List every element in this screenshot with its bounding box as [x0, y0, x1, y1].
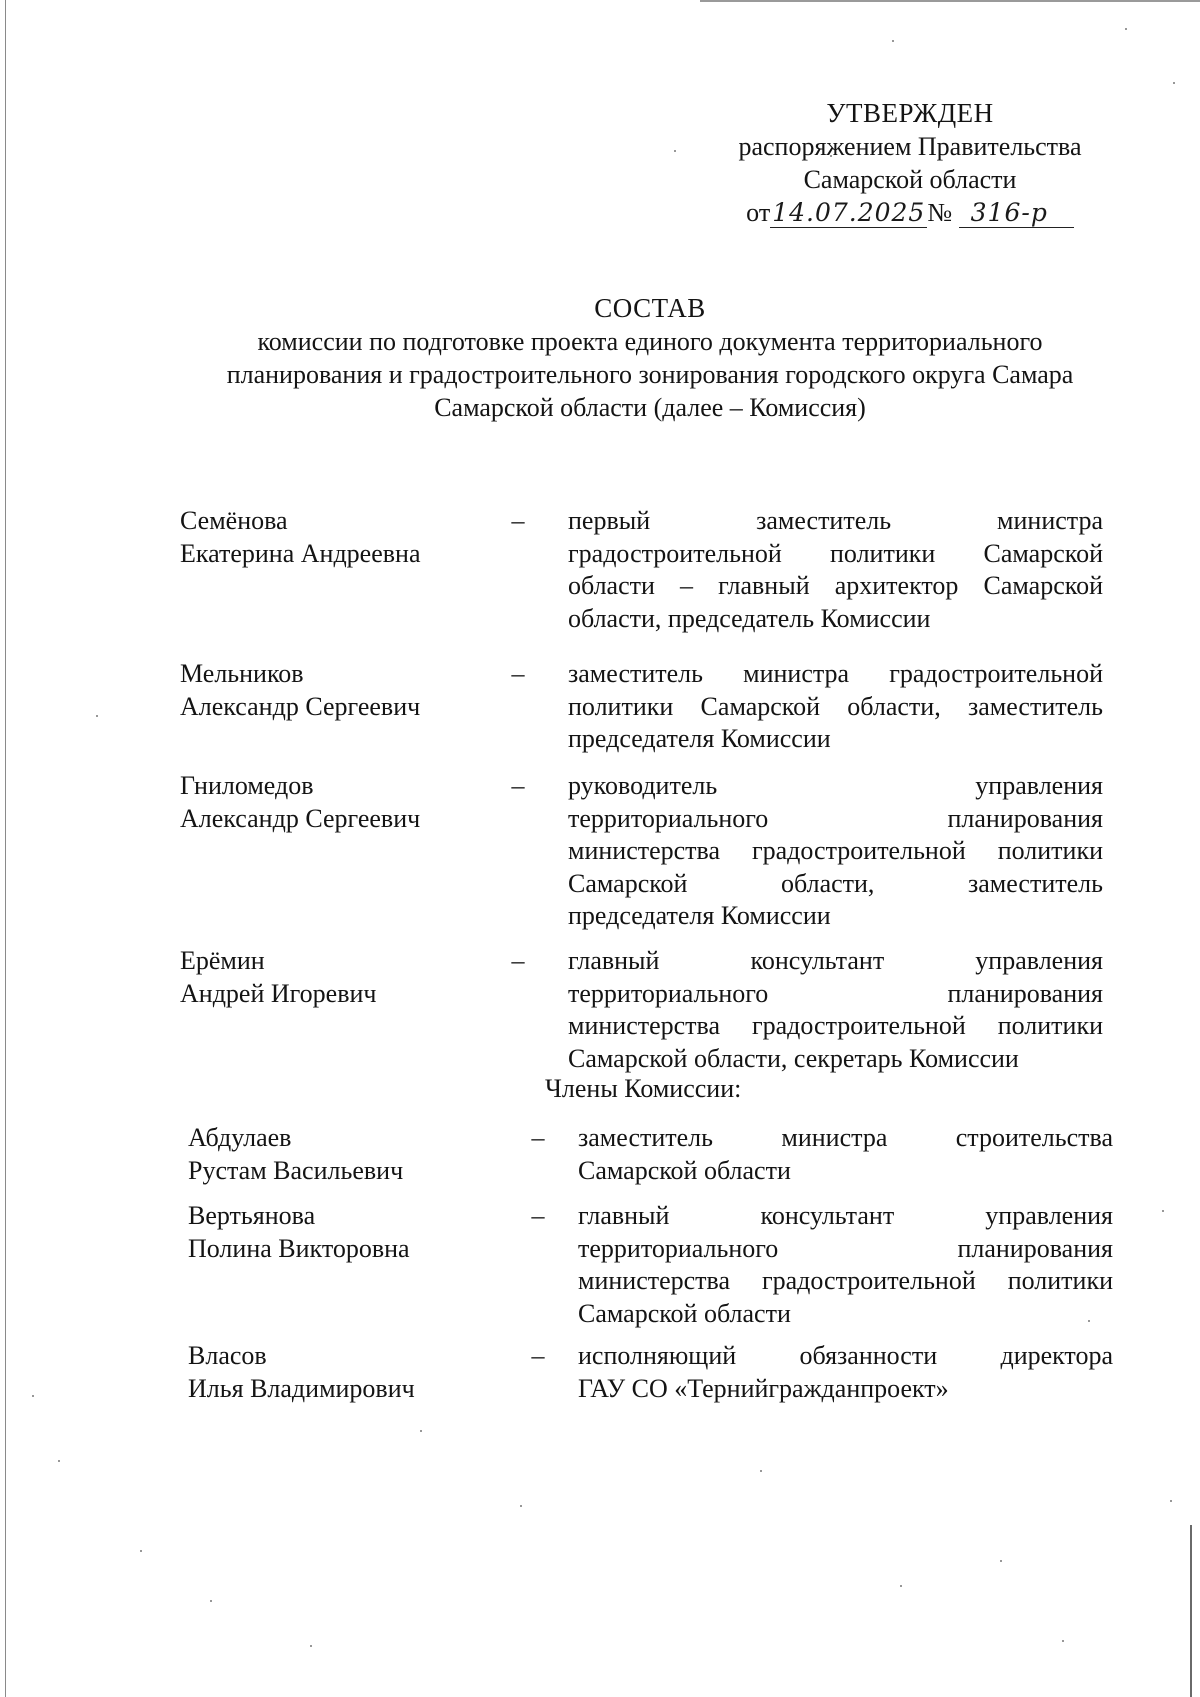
role-line: Самарской области	[578, 1155, 791, 1185]
handwritten-number: 316-р	[959, 198, 1074, 228]
scan-edge-top	[700, 0, 1200, 2]
person-role	[568, 770, 1103, 933]
person-given-names: Рустам Васильевич	[188, 1155, 404, 1185]
scan-edge-left	[5, 0, 6, 1697]
approval-line-2: Самарской области	[803, 165, 1017, 194]
scan-speck	[96, 715, 98, 717]
date-prefix: от	[746, 198, 771, 227]
separator-dash: –	[531, 1201, 545, 1230]
person-given-names: Андрей Игоревич	[180, 978, 377, 1008]
person-role	[568, 945, 1103, 1075]
person-surname: Вертьянова	[188, 1201, 316, 1230]
role-line: главный консультант управления	[578, 1201, 1113, 1230]
person-name	[180, 945, 510, 1010]
scan-speck	[1173, 82, 1175, 84]
role-line: Самарской области, заместитель	[568, 868, 1103, 898]
scan-speck	[760, 1470, 762, 1472]
person-given-names: Александр Сергеевич	[180, 691, 421, 721]
approval-line-1: распоряжением Правительства	[738, 132, 1082, 161]
approval-stamp-block	[700, 97, 1120, 229]
leadership-row	[180, 770, 1103, 933]
scan-speck	[140, 1550, 142, 1552]
scan-speck	[900, 1585, 902, 1587]
person-name	[188, 1340, 518, 1405]
role-line: градостроительной политики Самарской	[568, 538, 1103, 568]
scan-speck	[32, 1395, 34, 1397]
role-line: заместитель министра строительства	[578, 1123, 1113, 1152]
role-line: ГАУ СО «Тернийгражданпроект»	[578, 1373, 949, 1403]
person-surname: Ерёмин	[180, 946, 265, 975]
scan-speck	[210, 1600, 212, 1602]
person-role	[568, 505, 1103, 635]
scan-speck	[892, 40, 894, 42]
scan-speck	[58, 1460, 60, 1462]
separator-dash: –	[511, 771, 525, 800]
role-line: политики Самарской области, заместитель	[568, 691, 1103, 721]
person-given-names: Илья Владимирович	[188, 1373, 415, 1403]
handwritten-date: 14.07.2025	[772, 198, 926, 227]
separator-dash: –	[531, 1123, 545, 1152]
person-given-names: Александр Сергеевич	[180, 803, 421, 833]
person-role	[578, 1200, 1113, 1330]
scan-edge-right	[1190, 1525, 1192, 1697]
role-line: руководитель управления	[568, 771, 1103, 800]
role-line: первый заместитель министра	[568, 506, 1103, 535]
person-role	[578, 1122, 1113, 1187]
role-line: председателя Комиссии	[568, 901, 831, 930]
person-role	[568, 658, 1103, 756]
role-line: области – главный архитектор Самарской	[568, 571, 1103, 600]
role-line: министерства градостроительной политики	[568, 1011, 1103, 1040]
role-line: министерства градостроительной политики	[578, 1266, 1113, 1295]
role-line: исполняющий обязанности директора	[578, 1341, 1113, 1370]
person-surname: Власов	[188, 1341, 267, 1370]
scan-speck	[520, 1505, 522, 1507]
scan-speck	[1162, 1210, 1164, 1212]
role-line: территориального планирования	[568, 978, 1103, 1008]
role-line: заместитель министра градостроительной	[568, 659, 1103, 688]
person-name	[188, 1200, 518, 1265]
role-line: председателя Комиссии	[568, 724, 831, 753]
document-title	[160, 292, 1140, 424]
scan-speck	[1170, 1500, 1172, 1502]
person-name	[180, 658, 510, 723]
person-given-names: Полина Викторовна	[188, 1233, 410, 1263]
approved-label: УТВЕРЖДЕН	[826, 98, 994, 128]
person-surname: Семёнова	[180, 506, 288, 535]
role-line: Самарской области	[578, 1298, 791, 1328]
role-line: территориального планирования	[568, 803, 1103, 833]
person-name	[188, 1122, 518, 1187]
role-line: области, председатель Комиссии	[568, 603, 931, 633]
scan-speck	[420, 1430, 422, 1432]
scan-speck	[674, 150, 676, 152]
scan-speck	[1125, 28, 1127, 30]
role-line: территориального планирования	[578, 1233, 1113, 1263]
title-heading: СОСТАВ	[594, 293, 706, 323]
leadership-row	[180, 945, 1103, 1075]
scan-speck	[310, 1645, 312, 1647]
approval-date-line	[700, 196, 1120, 229]
members-row	[188, 1340, 1113, 1405]
person-surname: Гниломедов	[180, 771, 314, 800]
title-line-3: Самарской области (далее – Комиссия)	[434, 393, 866, 422]
scan-speck	[1062, 1640, 1064, 1642]
person-name	[180, 505, 510, 570]
separator-dash: –	[511, 506, 525, 535]
scan-speck	[1000, 1560, 1002, 1562]
leadership-row	[180, 505, 1103, 635]
members-row	[188, 1200, 1113, 1330]
title-line-2: планирования и градостроительного зонирования городского округа Самара	[226, 360, 1074, 389]
role-line: Самарской области, секретарь Комиссии	[568, 1043, 1019, 1073]
person-role	[578, 1340, 1113, 1405]
person-surname: Мельников	[180, 659, 304, 688]
members-heading: Члены Комиссии:	[545, 1074, 742, 1103]
role-line: министерства градостроительной политики	[568, 836, 1103, 865]
separator-dash: –	[511, 659, 525, 688]
number-sign: №	[927, 198, 953, 227]
person-surname: Абдулаев	[188, 1123, 292, 1152]
title-line-1: комиссии по подготовке проекта единого документа территориального	[257, 327, 1043, 356]
separator-dash: –	[531, 1341, 545, 1370]
leadership-row	[180, 658, 1103, 756]
separator-dash: –	[511, 946, 525, 975]
members-row	[188, 1122, 1113, 1187]
person-given-names: Екатерина Андреевна	[180, 538, 421, 568]
person-name	[180, 770, 510, 835]
role-line: главный консультант управления	[568, 946, 1103, 975]
